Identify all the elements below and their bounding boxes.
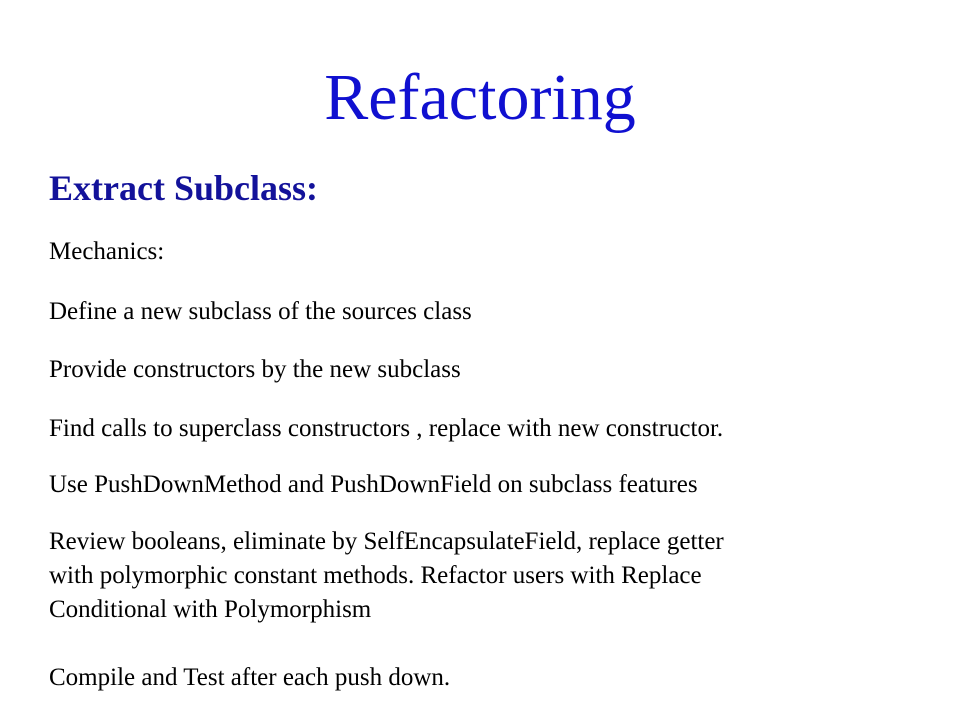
step-provide-constructors: Provide constructors by the new subclass — [49, 356, 461, 383]
slide-title: Refactoring — [324, 61, 636, 134]
step-compile-and-test: Compile and Test after each push down. — [49, 664, 451, 691]
step-review-booleans-line-2: with polymorphic constant methods. Refactor users with Replace — [49, 562, 702, 589]
mechanics-label: Mechanics: — [49, 238, 165, 265]
step-review-booleans-line-3: Conditional with Polymorphism — [49, 596, 372, 623]
step-define-subclass: Define a new subclass of the sources class — [49, 298, 472, 325]
step-review-booleans-line-1: Review booleans, eliminate by SelfEncapsulateField, replace getter — [49, 528, 724, 555]
slide-subtitle: Extract Subclass: — [49, 168, 318, 208]
step-push-down: Use PushDownMethod and PushDownField on subclass features — [49, 471, 698, 498]
step-find-calls: Find calls to superclass constructors , replace with new constructor. — [49, 415, 724, 442]
